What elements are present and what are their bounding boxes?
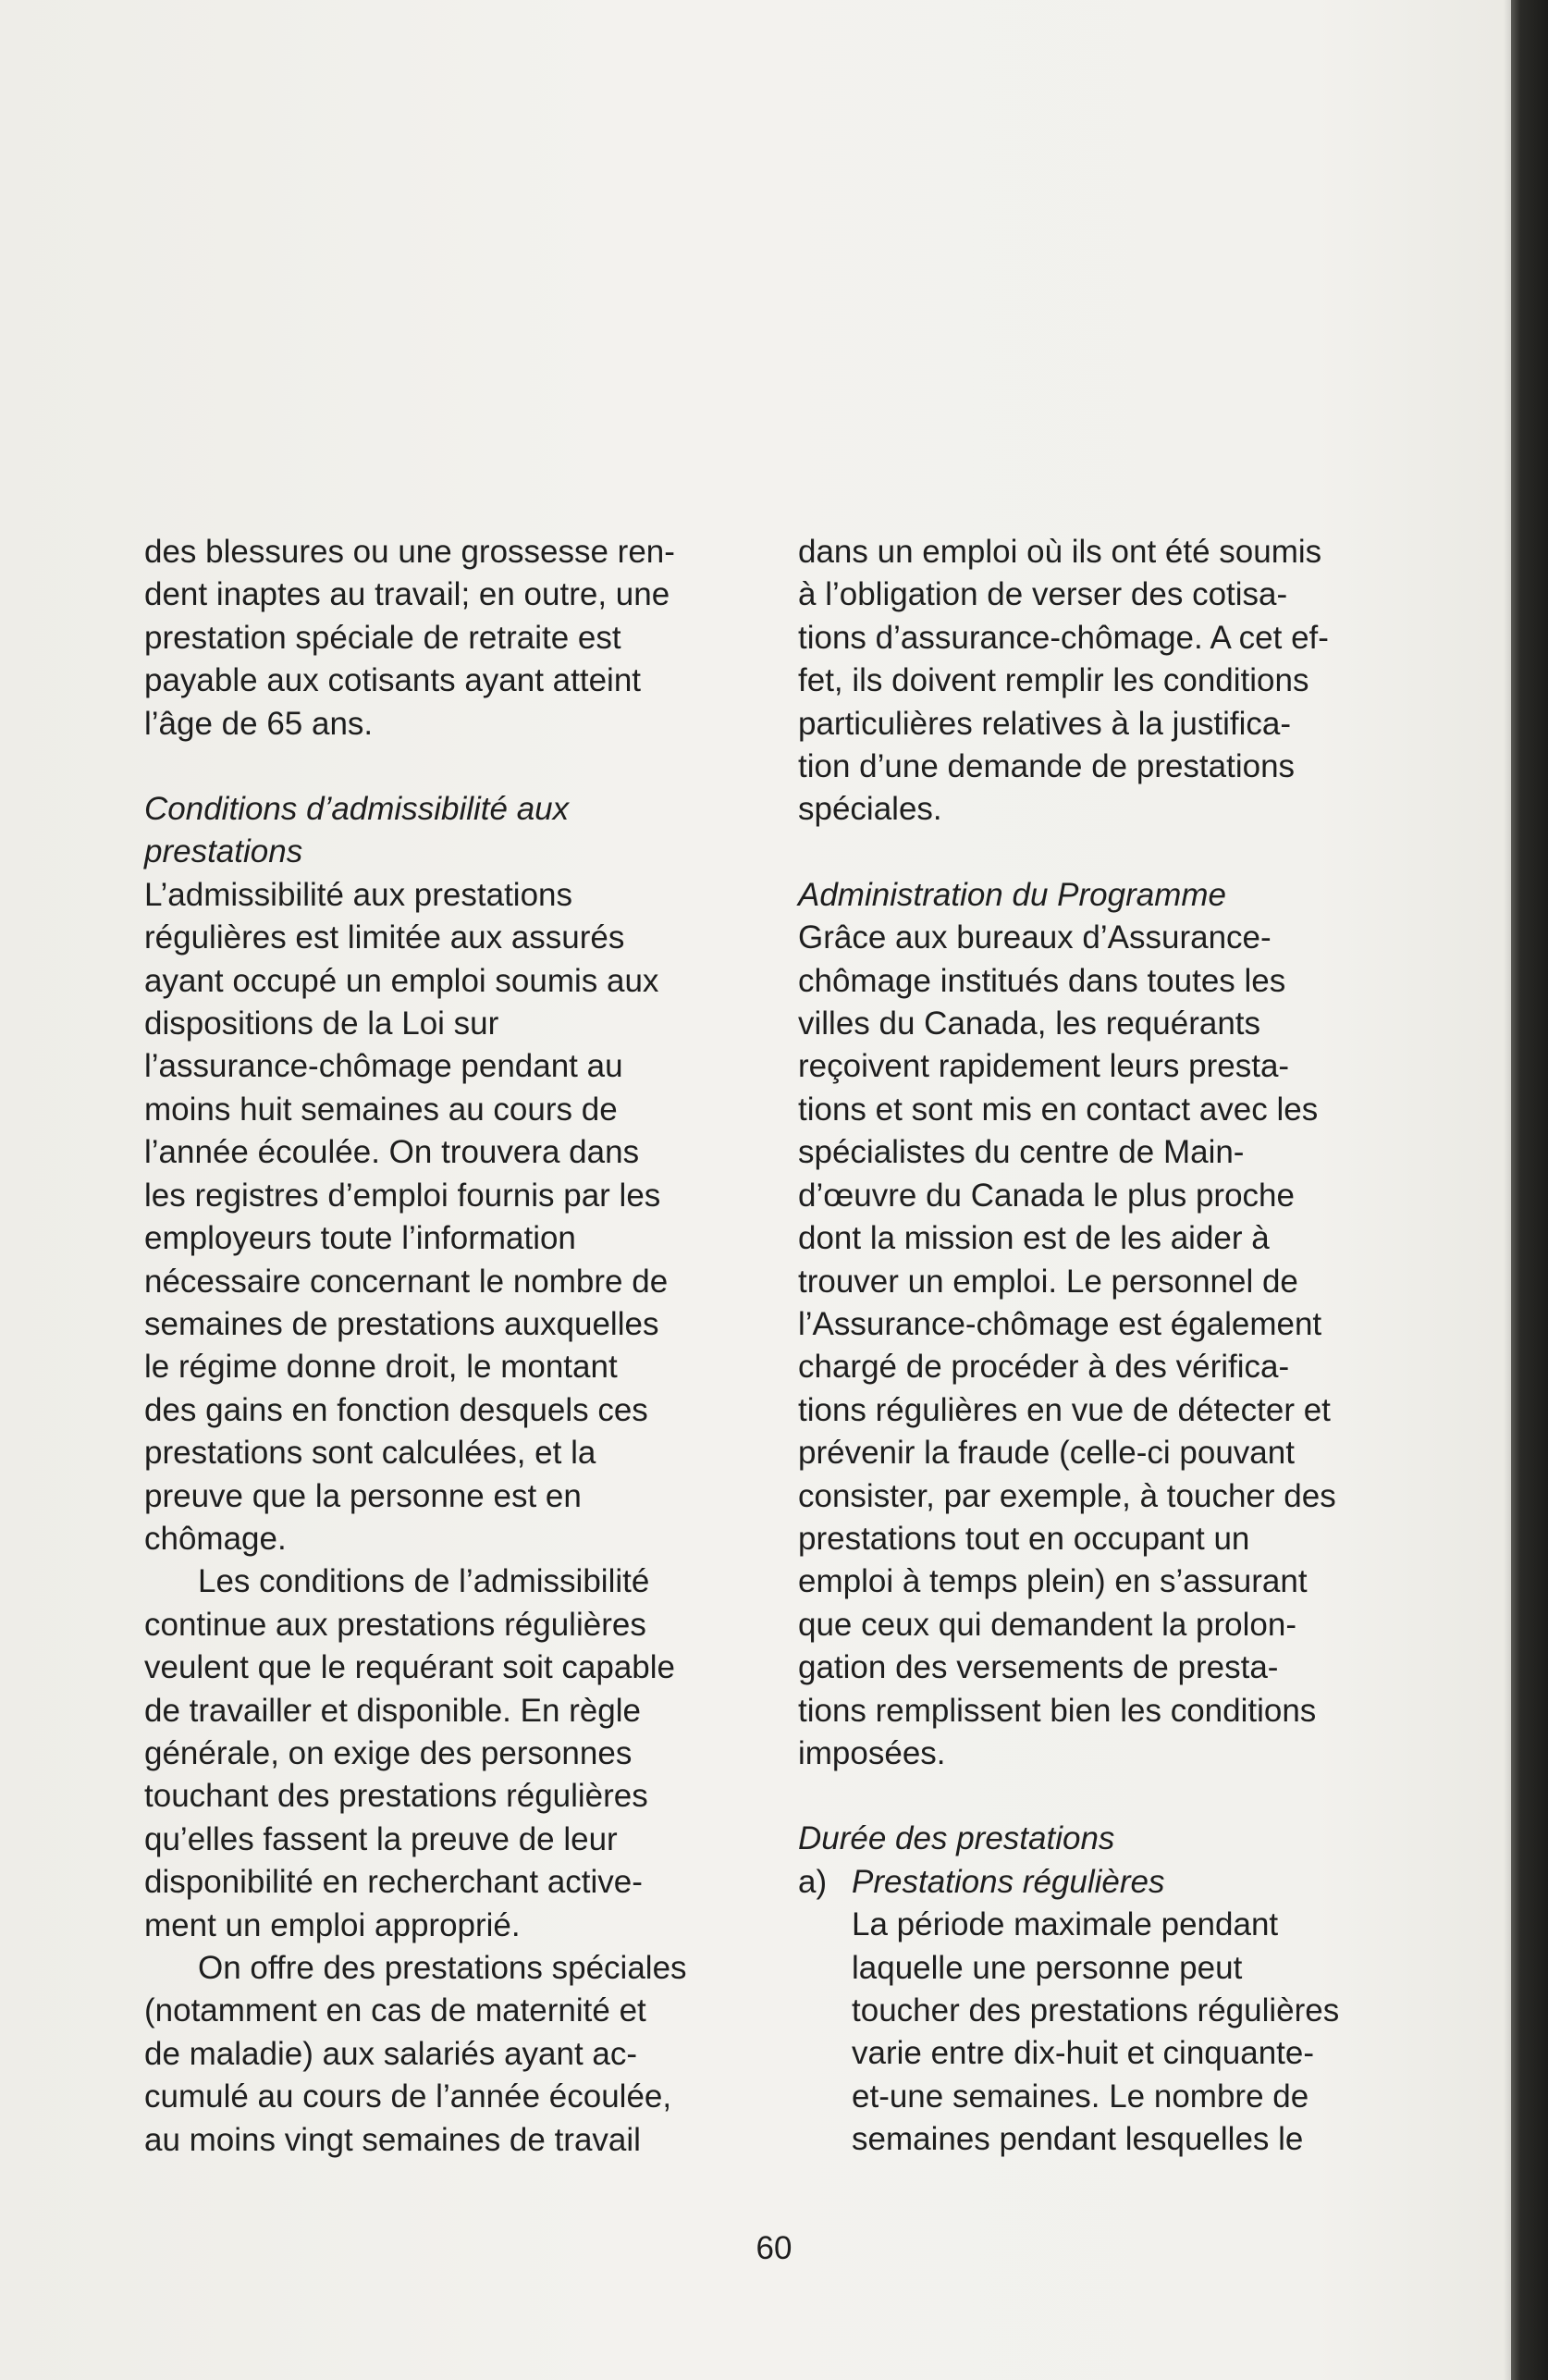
text-line: de travailler et disponible. En règle	[144, 1692, 641, 1729]
text-line: dent inaptes au travail; en outre, une	[144, 576, 670, 613]
spacer	[798, 1775, 1427, 1818]
spacer	[798, 832, 1427, 874]
text-line: tions et sont mis en contact avec les	[798, 1091, 1319, 1128]
text-line: varie entre dix-huit et cinquante-	[852, 2035, 1314, 2072]
page-edge	[1511, 0, 1548, 2380]
text-line: d’œuvre du Canada le plus proche	[798, 1177, 1295, 1214]
text-line: tions remplissent bien les conditions	[798, 1692, 1317, 1729]
text-line: disponibilité en recherchant active-	[144, 1864, 643, 1901]
text-line: le régime donne droit, le montant	[144, 1349, 618, 1386]
page-edge-shadow	[1504, 0, 1511, 2380]
text-line: qu’elles fassent la preuve de leur	[144, 1820, 618, 1857]
text-line: payable aux cotisants ayant atteint	[144, 662, 642, 699]
text-line: consister, par exemple, à toucher des	[798, 1477, 1336, 1514]
text-line: gation des versements de presta-	[798, 1649, 1279, 1686]
text-line: prestation spéciale de retraite est	[144, 619, 621, 656]
text-line: employeurs toute l’information	[144, 1220, 576, 1257]
text-line: dans un emploi où ils ont été soumis	[798, 534, 1322, 570]
admissibility-paragraph	[144, 874, 782, 1561]
text-line: nécessaire concernant le nombre de	[144, 1263, 669, 1300]
text-line: l’assurance-chômage pendant au	[144, 1048, 623, 1085]
text-line: laquelle une personne peut	[852, 1949, 1243, 1986]
text-line: moins huit semaines au cours de	[144, 1091, 618, 1128]
special-benefits-paragraph	[144, 1947, 782, 2162]
subsection-letter: a)	[798, 1863, 828, 1900]
subsection-heading	[798, 1861, 1427, 1904]
page-number: 60	[756, 2230, 792, 2266]
text-line: au moins vingt semaines de travail	[144, 2121, 641, 2158]
text-line: preuve que la personne est en	[144, 1477, 582, 1514]
text-line: prestations tout en occupant un	[798, 1520, 1250, 1557]
text-line: ayant occupé un emploi soumis aux	[144, 962, 659, 999]
spacer	[144, 746, 782, 788]
text-line: ment un emploi approprié.	[144, 1906, 521, 1943]
text-line: Les conditions de l’admissibilité	[198, 1563, 650, 1600]
text-line: l’Assurance-chômage est également	[798, 1305, 1322, 1342]
text-line: l’année écoulée. On trouvera dans	[144, 1134, 640, 1171]
text-line: tion d’une demande de prestations	[798, 748, 1296, 785]
text-line: de maladie) aux salariés ayant ac-	[144, 2035, 638, 2072]
text-line: des blessures ou une grossesse ren-	[144, 534, 675, 570]
text-line: reçoivent rapidement leurs presta-	[798, 1048, 1290, 1085]
text-line: tions d’assurance-chômage. A cet ef-	[798, 619, 1329, 656]
text-line: imposées.	[798, 1734, 946, 1771]
text-line: cumulé au cours de l’année écoulée,	[144, 2078, 672, 2115]
text-line: prévenir la fraude (celle-ci pouvant	[798, 1435, 1295, 1472]
right-column	[798, 531, 1427, 2162]
text-line: fet, ils doivent remplir les conditions	[798, 662, 1309, 699]
intro-paragraph	[144, 531, 782, 746]
regular-benefits-paragraph	[798, 1904, 1427, 2161]
text-line: dont la mission est de les aider à	[798, 1220, 1270, 1257]
text-line: générale, on exige des personnes	[144, 1734, 633, 1771]
text-line: villes du Canada, les requérants	[798, 1005, 1261, 1042]
text-line: continue aux prestations régulières	[144, 1606, 646, 1643]
text-line: chargé de procéder à des vérifica-	[798, 1349, 1290, 1386]
text-line: l’âge de 65 ans.	[144, 705, 374, 742]
subsection-title: Prestations régulières	[852, 1863, 1165, 1900]
text-line: toucher des prestations régulières	[852, 1992, 1340, 2029]
text-line: et-une semaines. Le nombre de	[852, 2078, 1309, 2115]
text-line: des gains en fonction desquels ces	[144, 1391, 648, 1428]
text-line: régulières est limitée aux assurés	[144, 919, 625, 956]
text-line: On offre des prestations spéciales	[198, 1950, 687, 1986]
text-line: spécialistes du centre de Main-	[798, 1134, 1245, 1171]
text-line: touchant des prestations régulières	[144, 1778, 648, 1815]
text-line: dispositions de la Loi sur	[144, 1005, 499, 1042]
heading-line: prestations	[144, 833, 303, 870]
text-line: spéciales.	[798, 791, 942, 828]
text-line: trouver un emploi. Le personnel de	[798, 1263, 1298, 1300]
administration-paragraph	[798, 917, 1427, 1775]
text-line: emploi à temps plein) en s’assurant	[798, 1563, 1308, 1600]
text-line: prestations sont calculées, et la	[144, 1435, 596, 1472]
section-heading-administration: Administration du Programme	[798, 876, 1226, 913]
text-line: semaines de prestations auxquelles	[144, 1305, 659, 1342]
intro-paragraph	[798, 531, 1427, 832]
text-line: Grâce aux bureaux d’Assurance-	[798, 919, 1272, 956]
section-heading-admissibility	[144, 788, 782, 874]
text-line: les registres d’emploi fournis par les	[144, 1177, 661, 1214]
continuing-admissibility-paragraph	[144, 1560, 782, 1947]
heading-line: Conditions d’admissibilité aux	[144, 791, 570, 828]
text-line: semaines pendant lesquelles le	[852, 2121, 1304, 2158]
text-line: L’admissibilité aux prestations	[144, 876, 573, 913]
section-heading-duration: Durée des prestations	[798, 1820, 1115, 1857]
text-line: tions régulières en vue de détecter et	[798, 1391, 1331, 1428]
text-line: La période maximale pendant	[852, 1906, 1279, 1943]
text-line: chômage institués dans toutes les	[798, 962, 1286, 999]
text-line: particulières relatives à la justifica-	[798, 705, 1291, 742]
left-column	[144, 531, 782, 2162]
text-line: veulent que le requérant soit capable	[144, 1649, 676, 1686]
text-line: (notamment en cas de maternité et	[144, 1992, 646, 2029]
text-line: à l’obligation de verser des cotisa-	[798, 576, 1288, 613]
text-line: chômage.	[144, 1520, 287, 1557]
text-line: que ceux qui demandent la prolon-	[798, 1606, 1296, 1643]
